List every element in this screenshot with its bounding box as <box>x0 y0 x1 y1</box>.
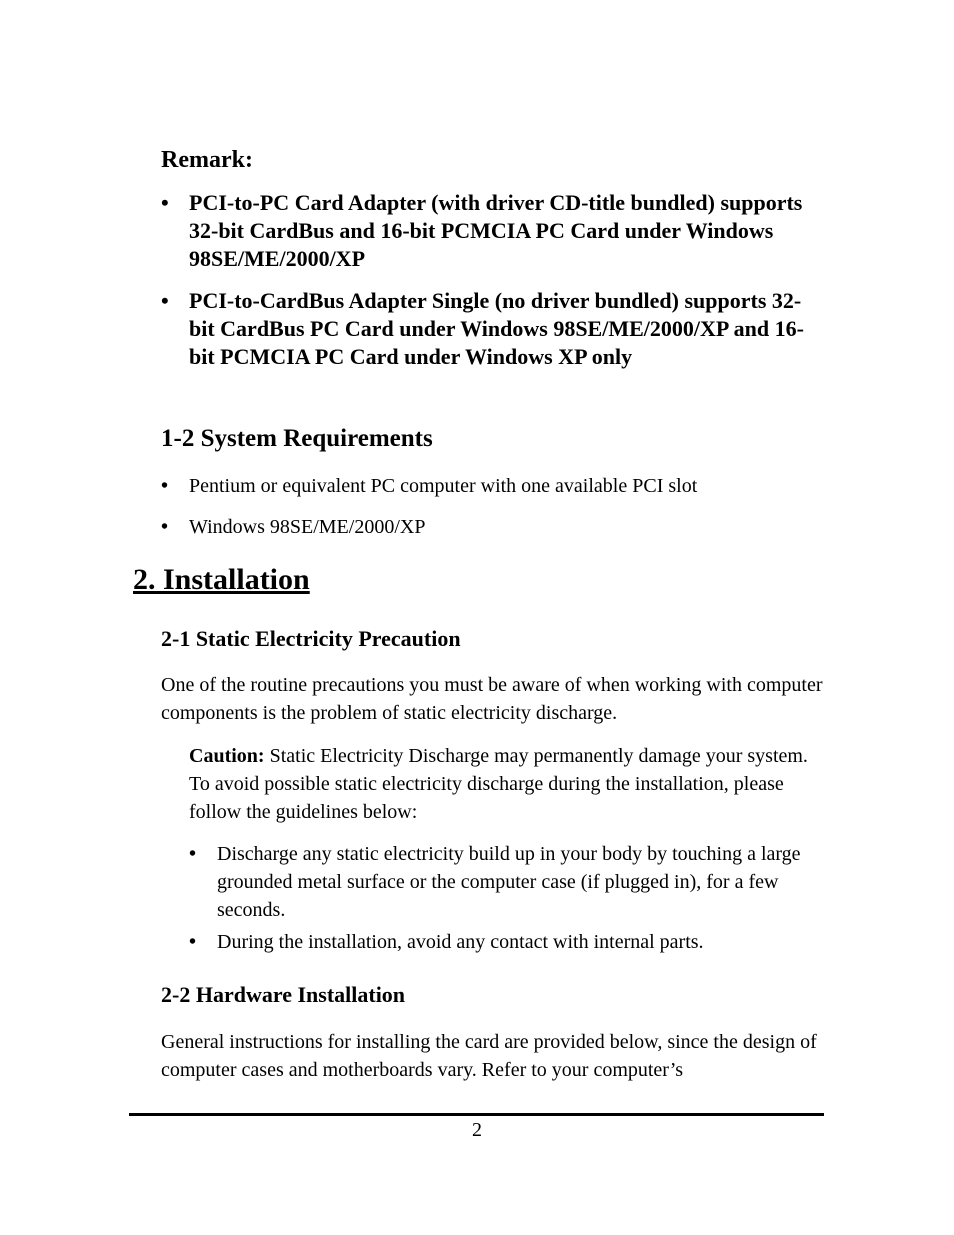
installation-heading: 2. Installation <box>133 563 310 596</box>
precaution-item-2 <box>189 928 814 956</box>
caution-label: Caution: <box>189 745 265 767</box>
static-precaution-paragraph: One of the routine precautions you must be aware of when working with computer components is the problem of static electricity discharge. <box>161 674 823 724</box>
caution-text: Static Electricity Discharge may permanently damage your system. To avoid possible static electricity discharge during the installation, please follow the guidelines below: <box>189 745 808 823</box>
remark-item-1 <box>161 189 821 273</box>
requirement-item-1 <box>161 472 821 500</box>
requirement-item-text: Windows 98SE/ME/2000/XP <box>189 516 426 538</box>
requirement-item-text: Pentium or equivalent PC computer with one available PCI slot <box>189 475 698 497</box>
bullet-icon: • <box>161 475 169 497</box>
bullet-icon: • <box>161 190 169 215</box>
remark-item-text: PCI-to-CardBus Adapter Single (no driver bundled) supports 32-bit CardBus PC Card under Windows 98SE/ME/2000/XP and 16-bit PCMCIA PC Card under Windows XP only <box>189 288 804 369</box>
page-number: 2 <box>472 1119 482 1141</box>
caution-note <box>189 742 814 826</box>
bullet-icon: • <box>189 843 197 865</box>
hardware-installation-paragraph: General instructions for installing the card are provided below, since the design of computer cases and motherboards vary. Refer to your computer’s <box>161 1031 817 1081</box>
remark-heading: Remark: <box>161 147 253 173</box>
static-precaution-heading: 2-1 Static Electricity Precaution <box>161 626 461 651</box>
remark-item-2 <box>161 287 821 371</box>
bullet-icon: • <box>161 288 169 313</box>
requirement-item-2 <box>161 513 821 541</box>
remark-item-text: PCI-to-PC Card Adapter (with driver CD-title bundled) supports 32-bit CardBus and 16-bit PCMCIA PC Card under Windows 98SE/ME/2000/XP <box>189 190 803 271</box>
bullet-icon: • <box>161 516 169 538</box>
precaution-item-1 <box>189 840 814 924</box>
precaution-item-text: During the installation, avoid any contact with internal parts. <box>217 931 704 953</box>
bullet-icon: • <box>189 931 197 953</box>
precaution-item-text: Discharge any static electricity build up in your body by touching a large grounded metal surface or the computer case (if plugged in), for a few seconds. <box>217 843 801 921</box>
system-requirements-heading: 1-2 System Requirements <box>161 425 433 452</box>
hardware-installation-heading: 2-2 Hardware Installation <box>161 982 406 1007</box>
